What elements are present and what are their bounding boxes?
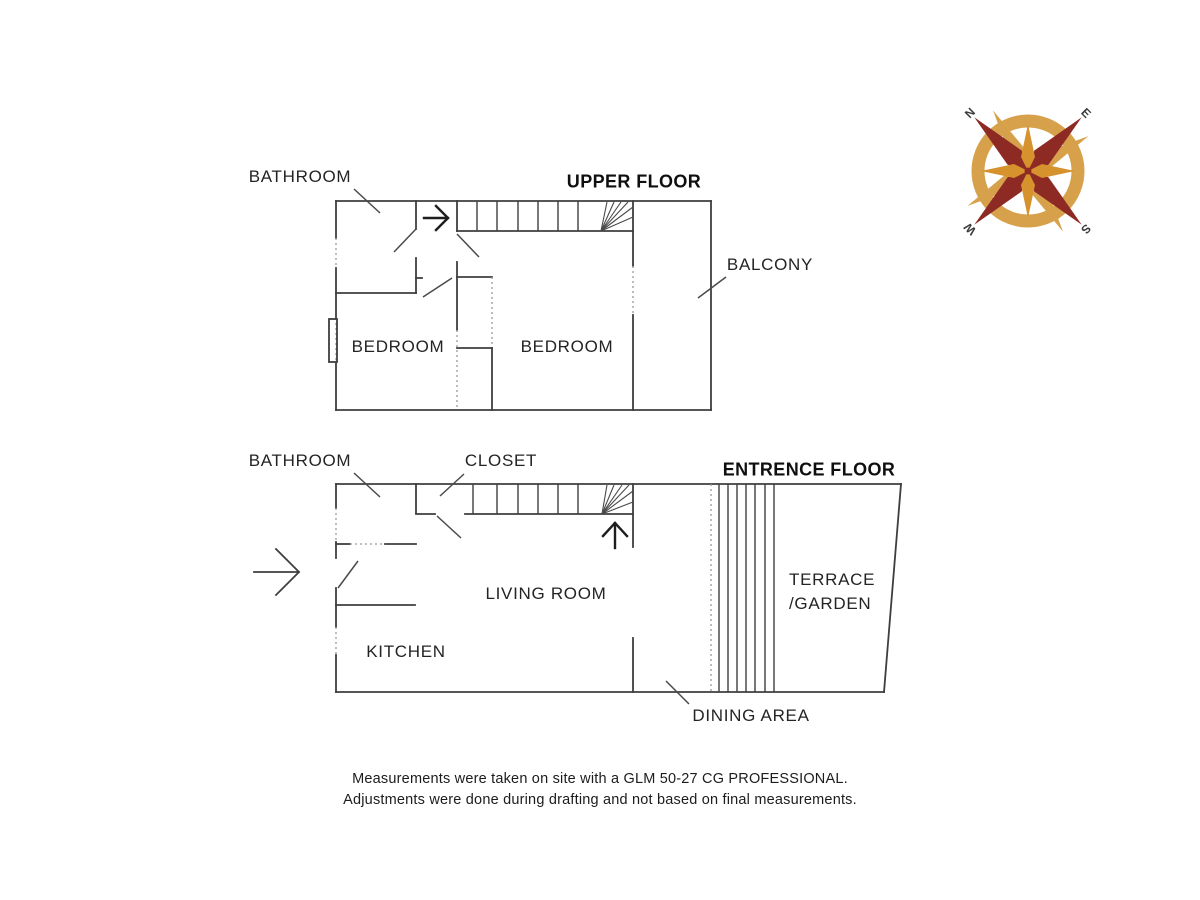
door-swing — [338, 561, 358, 588]
entrance-bathroom-label: BATHROOM — [248, 451, 352, 470]
window-symbol — [329, 319, 337, 362]
closet-label: CLOSET — [464, 451, 538, 470]
bedroom-right-label: BEDROOM — [520, 337, 614, 356]
terrace-decking — [711, 484, 774, 692]
bedroom-left-label: BEDROOM — [351, 337, 445, 356]
balcony-label: BALCONY — [726, 255, 814, 274]
upper-floor-title: UPPER FLOOR — [566, 171, 702, 192]
stairs-up-arrow-icon — [603, 523, 627, 548]
entrance-stairs — [465, 484, 633, 514]
entrance-arrow-icon — [254, 549, 299, 595]
door-swing — [394, 229, 416, 252]
disclaimer-line1: Measurements were taken on site with a GLM 50-27 CG PROFESSIONAL. — [352, 771, 848, 787]
compass-east-label: E — [1078, 105, 1094, 121]
terrace-label-line2: /GARDEN — [789, 594, 872, 613]
compass-west-label: W — [961, 220, 979, 238]
entrance-floor-title: ENTRENCE FLOOR — [722, 459, 896, 480]
disclaimer-line2: Adjustments were done during drafting and not based on final measurements. — [343, 792, 857, 808]
upper-stairs — [457, 201, 633, 231]
upper-floor-plan — [329, 189, 726, 410]
bathroom-leader-line — [354, 473, 380, 497]
terrace-label-line1: TERRACE — [789, 570, 876, 589]
balcony-leader-line — [698, 277, 726, 298]
closet-leader-line — [440, 474, 464, 496]
door-swing — [423, 278, 452, 297]
compass-south-label: S — [1078, 221, 1094, 237]
compass-north-label: N — [961, 104, 979, 122]
door-swing — [437, 516, 461, 538]
upper-bathroom-label: BATHROOM — [248, 167, 352, 186]
dining-area-label: DINING AREA — [692, 706, 810, 725]
living-room-label: LIVING ROOM — [485, 584, 607, 603]
door-swing — [457, 234, 479, 257]
compass-rose-icon — [961, 105, 1094, 238]
upper-closet — [457, 262, 492, 410]
terrace-garden-label — [789, 568, 875, 616]
kitchen-label: KITCHEN — [366, 642, 446, 661]
compass-center-dot — [1025, 168, 1032, 175]
measurement-disclaimer — [0, 769, 1200, 811]
stair-direction-arrow-icon — [424, 206, 448, 230]
